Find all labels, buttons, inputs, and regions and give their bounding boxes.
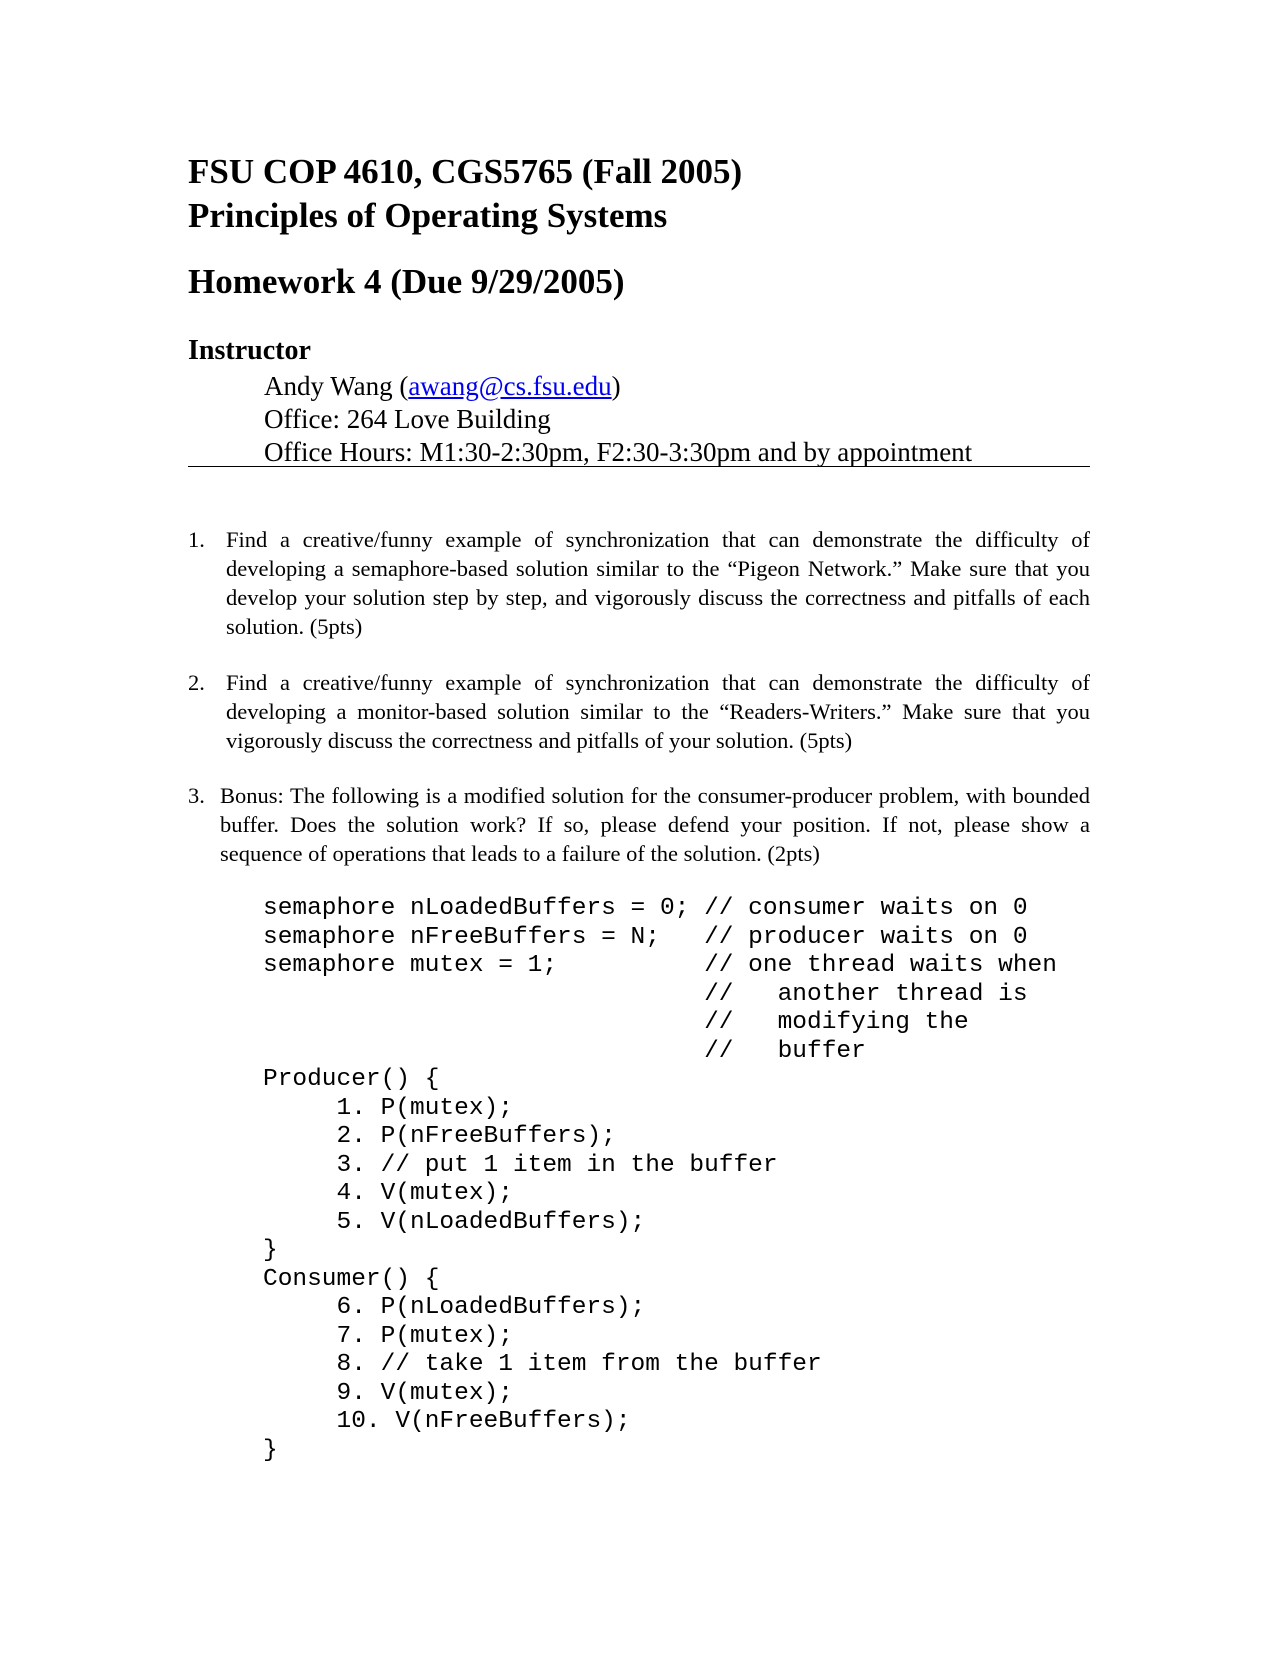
question-2 — [188, 668, 1090, 755]
instructor-heading: Instructor — [188, 335, 311, 366]
question-number: 2. — [188, 670, 205, 695]
office-hours: Office Hours: M1:30-2:30pm, F2:30-3:30pm and by appointment — [264, 437, 973, 467]
question-text: Bonus: The following is a modified solution for the consumer-producer problem, with bounded buffer. Does the solution work? If so, please defend your position. If not, please show a sequence of operations that leads to a failure of the solution. (2pts) — [220, 783, 1090, 866]
code-listing: semaphore nLoadedBuffers = 0; // consumer waits on 0 semaphore nFreeBuffers = N; // producer waits on 0 semaphore mutex = 1; // one thread waits when // another thread is // modifying the // buffer Producer() { 1. P(mutex); 2. P(nFreeBuffers); 3. // put 1 item in the buffer 4. V(mutex); 5. V(nLoadedBuffers); } Consumer() { 6. P(nLoadedBuffers); 7. P(mutex); 8. // take 1 item from the buffer 9. V(mutex); 10. V(nFreeBuffers); } — [263, 895, 1057, 1464]
horizontal-rule — [188, 466, 1090, 467]
course-title: Principles of Operating Systems — [188, 196, 668, 235]
question-number: 1. — [188, 527, 205, 552]
homework-title: Homework 4 (Due 9/29/2005) — [188, 262, 625, 301]
office-location: Office: 264 Love Building — [264, 404, 551, 434]
question-number: 3. — [188, 783, 205, 808]
instructor-email-link[interactable]: awang@cs.fsu.edu — [408, 371, 612, 401]
instructor-name-line — [264, 370, 621, 403]
question-text: Find a creative/funny example of synchronization that can demonstrate the difficulty of developing a monitor-based solution similar to the “Readers-Writers.” Make sure that you vigorously discuss the correctness and pitfalls of your solution. (5pts) — [226, 670, 1090, 753]
instructor-name-suffix: ) — [611, 371, 621, 401]
question-3 — [188, 781, 1090, 868]
question-text: Find a creative/funny example of synchronization that can demonstrate the difficulty of developing a semaphore-based solution similar to the “Pigeon Network.” Make sure that you develop your solution step by step, and vigorously discuss the correctness and pitfalls of each solution. (5pts) — [226, 527, 1090, 639]
question-1 — [188, 525, 1090, 641]
course-heading: FSU COP 4610, CGS5765 (Fall 2005) — [188, 152, 743, 191]
instructor-name: Andy Wang ( — [264, 371, 409, 401]
